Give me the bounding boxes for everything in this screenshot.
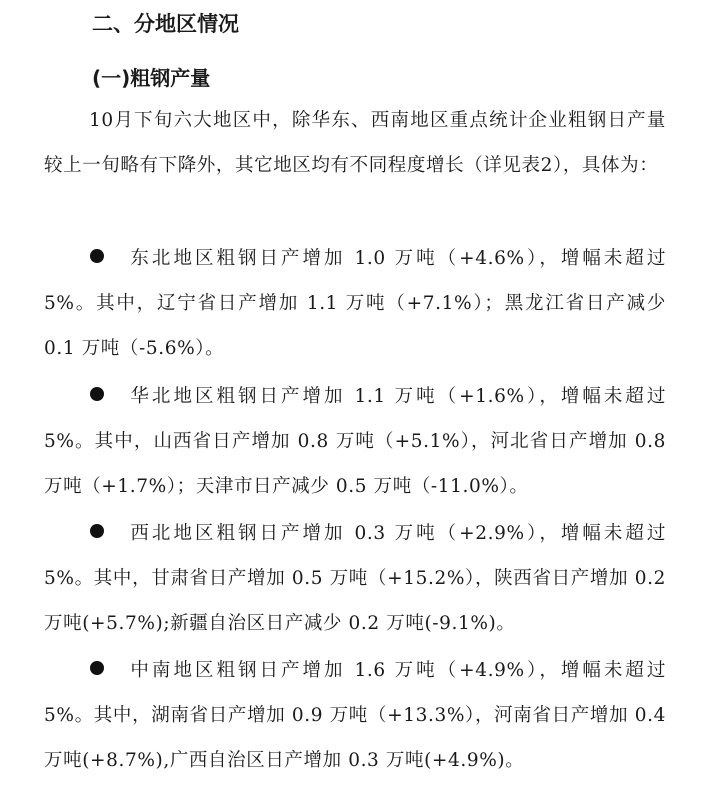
bullet-dot-icon: [90, 661, 104, 675]
subsection-title: (一)粗钢产量: [92, 66, 211, 90]
bullet-item-central-south: [44, 648, 666, 783]
section-title: 二、分地区情况: [92, 12, 239, 36]
bullet-dot-icon: [90, 249, 104, 263]
bullet-text: 中南地区粗钢日产增加 1.6 万吨（+4.9%），增幅未超过 5%。其中，湖南省日产增加 0.9 万吨（+13.3%），河南省日产增加 0.4 万吨(+8.7%),广西自治区日产增加 0.3 万吨(+4.9%)。: [44, 660, 666, 771]
bullet-text: 西北地区粗钢日产增加 0.3 万吨（+2.9%），增幅未超过 5%。其中，甘肃省日产增加 0.5 万吨（+15.2%），陕西省日产增加 0.2 万吨(+5.7%);新疆自治区日产减少 0.2 万吨(-9.1%)。: [44, 523, 666, 634]
bullet-item-north: [44, 374, 666, 509]
bullet-item-northeast: [44, 236, 666, 371]
bullet-item-northwest: [44, 511, 666, 646]
intro-paragraph: 10月下旬六大地区中，除华东、西南地区重点统计企业粗钢日产量较上一旬略有下降外，其它地区均有不同程度增长（详见表2），具体为：: [44, 110, 666, 176]
bullet-dot-icon: [90, 524, 104, 538]
bullet-text: 东北地区粗钢日产增加 1.0 万吨（+4.6%），增幅未超过 5%。其中，辽宁省日产增加 1.1 万吨（+7.1%）；黑龙江省日产减少 0.1 万吨（-5.6%）。: [44, 248, 666, 359]
bullet-text: 华北地区粗钢日产增加 1.1 万吨（+1.6%），增幅未超过 5%。其中，山西省日产增加 0.8 万吨（+5.1%），河北省日产增加 0.8 万吨（+1.7%）；天津市日产减少 0.5 万吨（-11.0%）。: [44, 386, 666, 497]
bullet-dot-icon: [90, 387, 104, 401]
